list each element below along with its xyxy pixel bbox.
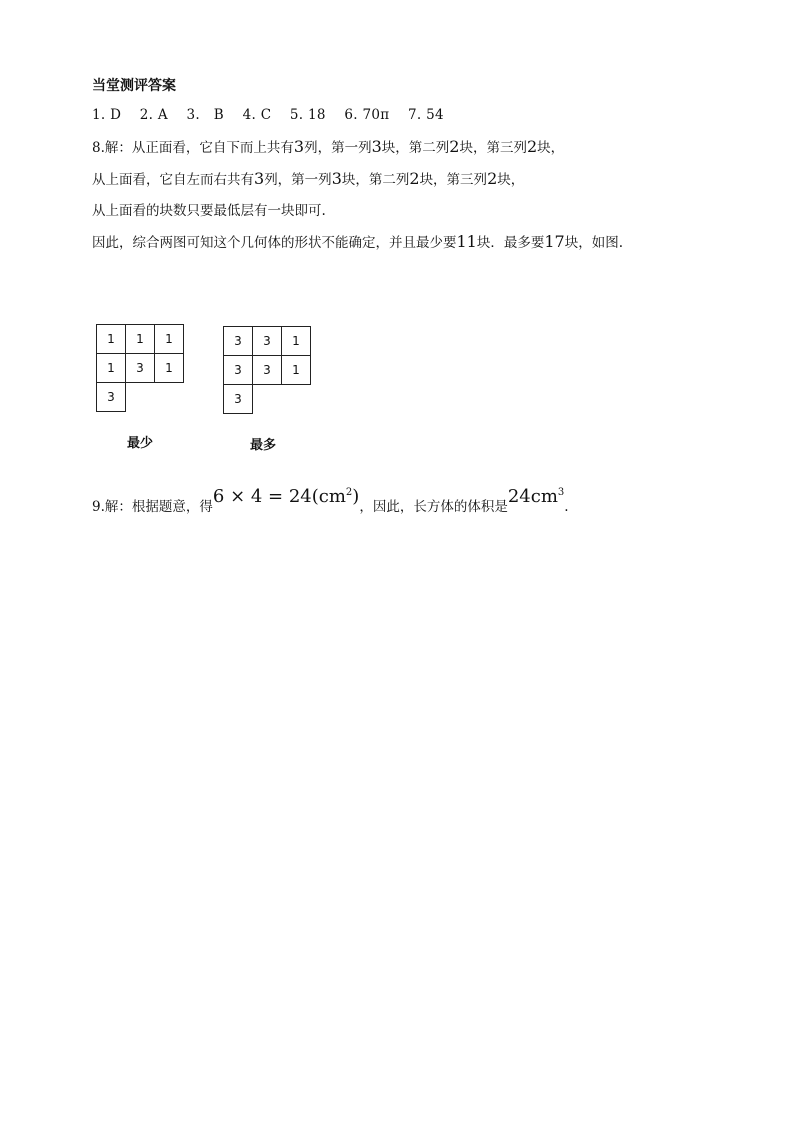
q8-number: 2 [526, 137, 538, 156]
grid-cell: 1 [281, 355, 311, 385]
formula-close: ) [352, 486, 360, 507]
grid-cell: 3 [223, 326, 253, 356]
q8-number: 3 [371, 137, 382, 156]
answer-item: 6. 70π [344, 107, 390, 123]
q8-number: 2 [409, 169, 420, 188]
q8-number: 2 [487, 169, 498, 188]
q8-line-4 [92, 232, 623, 253]
grid-cell: 3 [252, 326, 282, 356]
q8-text: 块， [537, 140, 565, 156]
q8-line-3: 从上面看的块数只要最低层有一块即可. [92, 203, 326, 219]
q8-line-2 [92, 169, 524, 190]
section-heading: 当堂测评答案 [92, 78, 176, 94]
answer-item: 1. D [92, 107, 122, 123]
q9-result [508, 486, 564, 507]
formula-text: 6 × 4 = 24(cm [212, 486, 346, 507]
q8-number: 3 [331, 169, 342, 188]
q8-text: 8.解：从正面看，它自下而上共有 [92, 140, 294, 156]
grid-cell: 3 [252, 355, 282, 385]
grid-cell: 1 [96, 324, 126, 354]
grid-cell: 1 [154, 324, 184, 354]
answer-item: 7. 54 [408, 107, 444, 123]
grid-cell: 1 [281, 326, 311, 356]
q8-number: 17 [544, 232, 565, 251]
grid-cell: 1 [96, 353, 126, 383]
grid-cell: 1 [154, 353, 184, 383]
answer-item: 3. B [186, 107, 225, 123]
q8-text: 块，第二列 [381, 140, 450, 156]
q9-prefix: 9.解：根据题意，得 [92, 499, 213, 515]
q8-text: 块， [497, 172, 525, 188]
q9-middle: ，因此，长方体的体积是 [359, 499, 508, 515]
formula-exponent: 2 [345, 487, 353, 498]
q8-number: 11 [456, 232, 477, 251]
q8-text: 列，第一列 [264, 172, 332, 188]
q8-text: 因此，综合两图可知这个几何体的形状不能确定，并且最少要 [92, 235, 457, 251]
q8-text: 块，第二列 [341, 172, 410, 188]
q8-number: 3 [254, 169, 265, 188]
q8-number: 2 [449, 137, 460, 156]
q8-text: 块．最多要 [476, 235, 545, 251]
figure-max-label: 最多 [250, 438, 277, 453]
grid-cell: 3 [125, 353, 155, 383]
figure-min-label: 最少 [127, 436, 154, 451]
grid-cell: 3 [96, 382, 126, 412]
result-exponent: 3 [557, 487, 565, 498]
answer-list [92, 105, 458, 125]
answer-item: 4. C [242, 107, 272, 123]
q9-formula [213, 486, 359, 507]
q8-number: 3 [293, 137, 305, 156]
q8-text: 块，第三列 [459, 140, 527, 156]
q8-text: 块，如图. [564, 235, 624, 251]
q8-text: 从上面看，它自左而右共有 [92, 172, 254, 188]
q9-line [92, 486, 569, 517]
q8-line-1 [92, 137, 564, 158]
grid-cell: 1 [125, 324, 155, 354]
answer-item: 2. A [139, 107, 168, 123]
q8-text: 块，第三列 [419, 172, 488, 188]
q8-text: 列，第一列 [304, 140, 372, 156]
q9-end: . [564, 499, 569, 515]
result-text: 24cm [507, 486, 558, 507]
grid-cell: 3 [223, 355, 253, 385]
grid-cell: 3 [223, 384, 253, 414]
answer-item: 5. 18 [289, 107, 326, 123]
